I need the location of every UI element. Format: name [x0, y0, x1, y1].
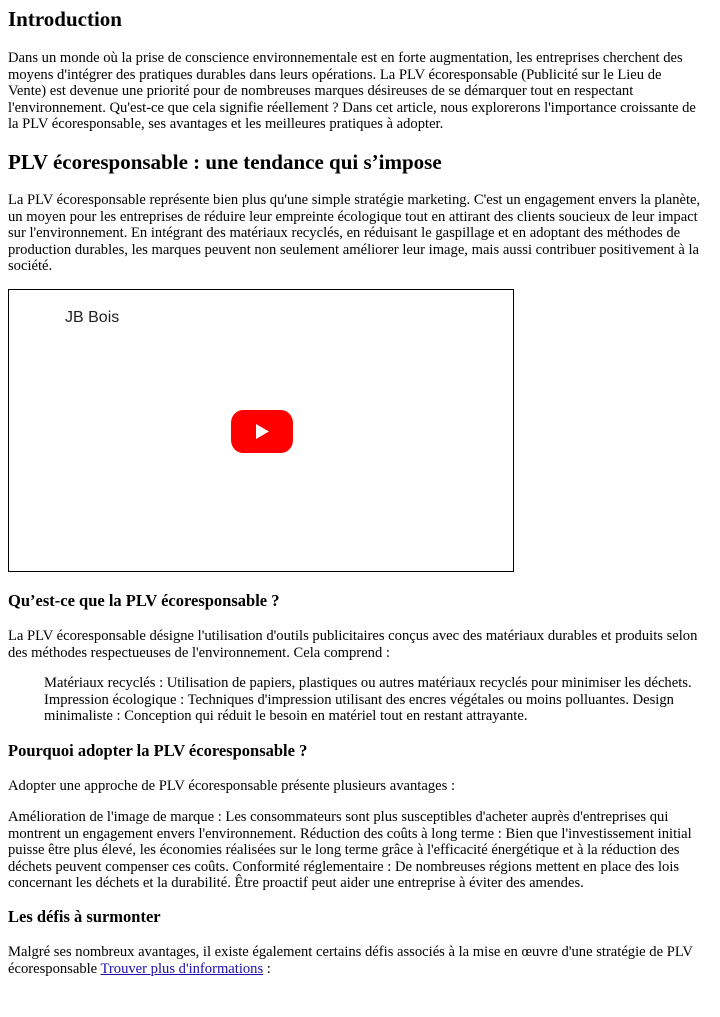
trend-heading: PLV écoresponsable : une tendance qui s’impose [8, 150, 442, 174]
what-list [44, 675, 694, 725]
challenges-text: Malgré ses nombreux avantages, il existe également certains défis associés à la mise en œuvre d'une stratégie de PLV écoresponsable [8, 944, 693, 977]
what-heading: Qu’est-ce que la PLV écoresponsable ? [8, 591, 280, 610]
intro-paragraph: Dans un monde où la prise de conscience environnementale est en forte augmentation, les entreprises cherchent des moyens d'intégrer des pratiques durables dans leurs opérations. La PLV écoresponsable (Publicité sur le Lieu de Vente) est devenue une priorité pour de nombreuses marques désireuses de se démarquer tout en respectant l'environnement. Qu'est-ce que cela signifie réellement ? Dans cet article, nous explorerons l'importance croissante de la PLV écoresponsable, ses avantages et les meilleures pratiques à adopter. [8, 50, 696, 132]
challenges-paragraph [8, 944, 702, 977]
video-embed[interactable] [8, 289, 514, 572]
what-paragraph: La PLV écoresponsable désigne l'utilisation d'outils publicitaires conçus avec des matériaux durables et produits selon des méthodes respectueuses de l'environnement. Cela comprend : [8, 628, 698, 661]
trend-paragraph: La PLV écoresponsable représente bien plus qu'une simple stratégie marketing. C'est un engagement envers la planète, un moyen pour les entreprises de réduire leur empreinte écologique tout en attirant des clients soucieux de leur impact sur l'environnement. En intégrant des matériaux recyclés, en réduisant le gaspillage et en adoptant des méthodes de production durables, les marques peuvent non seulement améliorer leur image, mais aussi contribuer positivement à la société. [8, 192, 701, 274]
why-benefits-paragraph: Amélioration de l'image de marque : Les consommateurs sont plus susceptibles d'acheter auprès d'entreprises qui montrent un engagement envers l'environnement. Réduction des coûts à long terme : Bien que l'investissement initial puisse être plus élevé, les économies réalisées sur le long terme grâce à l'efficacité énergétique et à la réduction des déchets peuvent compenser ces coûts. Conformité réglementaire : De nombreuses régions mettent en place des lois concernant les déchets et la durabilité. Être proactif peut aider une entreprise à éviter des amendes. [8, 809, 692, 891]
why-heading: Pourquoi adopter la PLV écoresponsable ? [8, 741, 308, 760]
list-item: Matériaux recyclés : Utilisation de papiers, plastiques ou autres matériaux recyclés pour minimiser les déchets. Impression écologique : Techniques d'impression utilisant des encres végétales ou moins polluantes. Design minimaliste : Conception qui réduit le besoin en matériel tout en restant attrayante. [44, 675, 692, 724]
challenges-text-end: : [263, 960, 271, 977]
youtube-play-icon[interactable] [231, 410, 293, 453]
video-channel-name[interactable]: JB Bois [65, 309, 120, 326]
intro-heading: Introduction [8, 7, 122, 31]
more-info-link[interactable]: Trouver plus d'informations [100, 960, 264, 977]
why-paragraph: Adopter une approche de PLV écoresponsable présente plusieurs avantages : [8, 778, 455, 794]
challenges-heading: Les défis à surmonter [8, 907, 161, 926]
